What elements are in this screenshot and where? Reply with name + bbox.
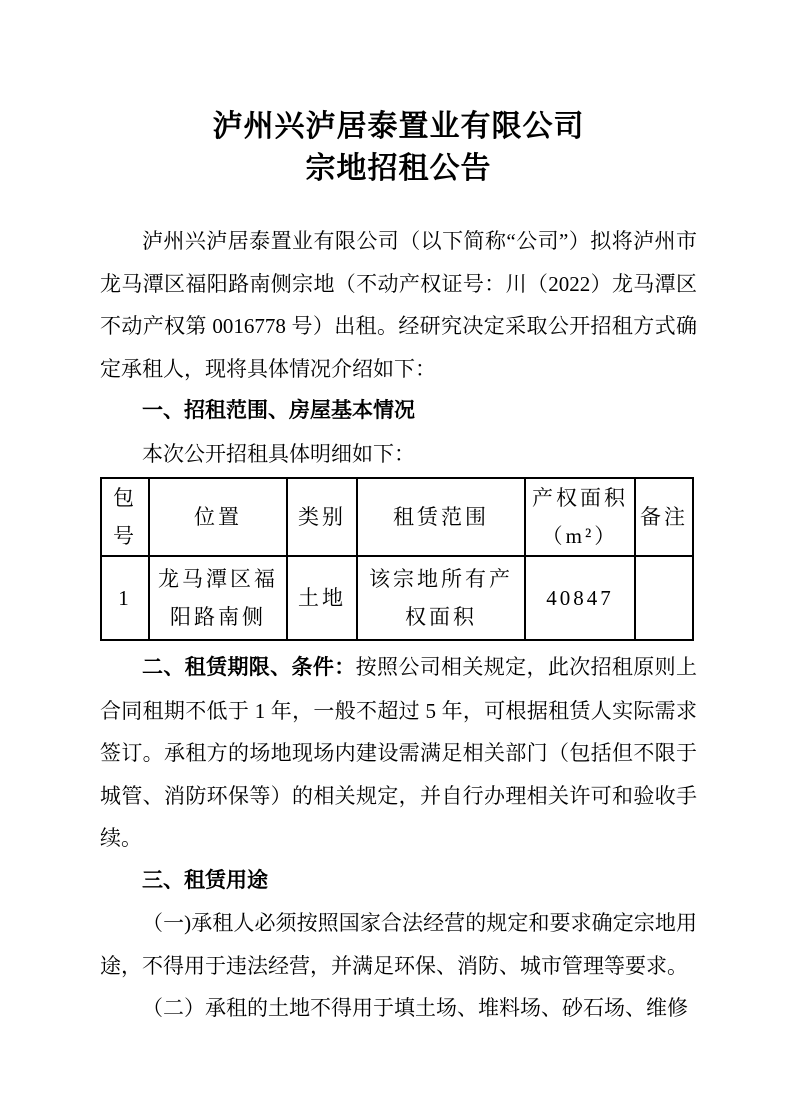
column-header-package-no: 包号 (101, 478, 149, 556)
document-title-line1: 泸州兴泸居泰置业有限公司 (212, 110, 585, 143)
table-row (101, 556, 693, 640)
section2-body: 按照公司相关规定，此次招租原则上合同租期不低于 1 年，一般不超过 5 年，可根据租赁人实际需求签订。承租方的场地现场内建设需满足相关部门（包括但不限于城管、消防环保等）的相关规定，并自行办理相关许可和验收手续。 (100, 655, 698, 850)
column-header-category: 类别 (287, 478, 357, 556)
cell-lease-scope: 该宗地所有产权面积 (357, 556, 525, 640)
cell-package-no: 1 (101, 556, 149, 640)
cell-property-area: 40847 (525, 556, 635, 640)
intro-paragraph: 泸州兴泸居泰置业有限公司（以下简称“公司”）拟将泸州市龙马潭区福阳路南侧宗地（不动产权证号：川（2022）龙马潭区不动产权第 0016778 号）出租。经研究决定采取公开招租方式确定承租人，现将具体情况介绍如下： (100, 229, 697, 381)
cell-location: 龙马潭区福阳路南侧 (149, 556, 287, 640)
column-header-location: 位置 (149, 478, 287, 556)
lease-detail-table (100, 477, 694, 641)
section2-paragraph (100, 646, 697, 860)
column-header-remarks: 备注 (635, 478, 693, 556)
column-header-lease-scope: 租赁范围 (357, 478, 525, 556)
table-header-row (101, 478, 693, 556)
section3-heading: 三、租赁用途 (142, 868, 268, 892)
cell-remarks (635, 556, 693, 640)
section3-paragraph1: （一)承租人必须按照国家合法经营的规定和要求确定宗地用途，不得用于违法经营，并满足环保、消防、城市管理等要求。 (100, 911, 697, 978)
column-header-property-area: 产权面积（m²） (525, 478, 635, 556)
section3-paragraph2: （二）承租的土地不得用于填土场、堆料场、砂石场、维修 (142, 996, 688, 1020)
document-title-line2: 宗地招租公告 (305, 152, 492, 185)
cell-category: 土地 (287, 556, 357, 640)
section1-lead: 本次公开招租具体明细如下： (142, 441, 415, 466)
document-title (100, 106, 697, 190)
section2-heading-inline: 二、租赁期限、条件： (142, 656, 356, 679)
section1-heading: 一、招租范围、房屋基本情况 (142, 399, 415, 422)
